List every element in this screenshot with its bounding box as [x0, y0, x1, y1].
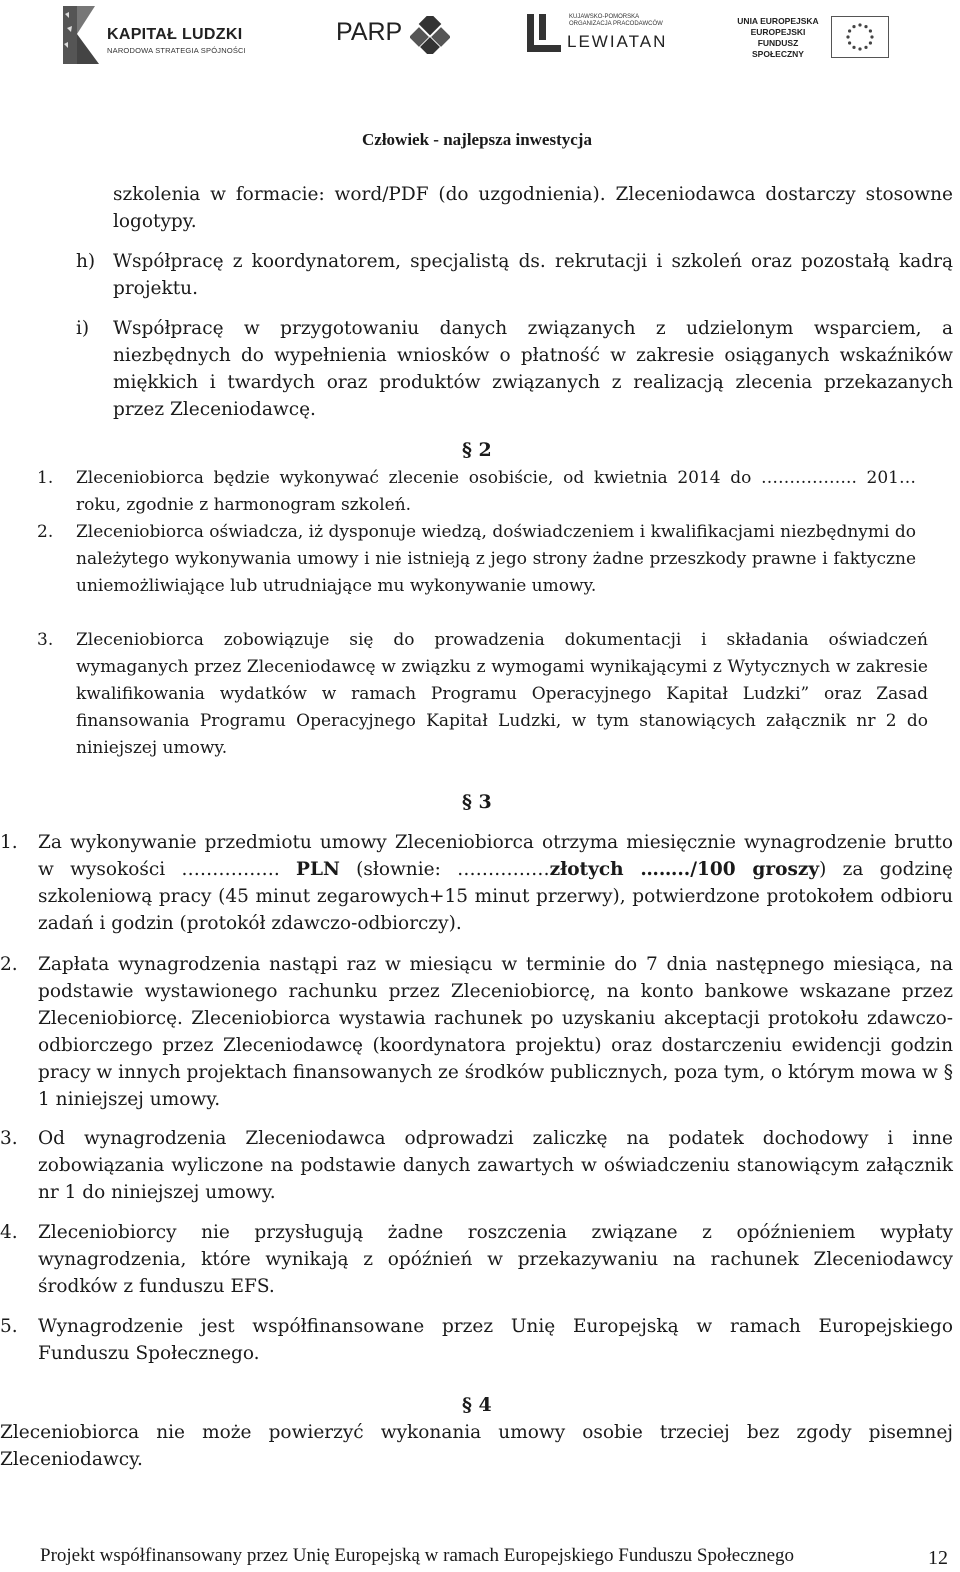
eu-stars-icon [832, 17, 888, 57]
eu-fund-name: UNIA EUROPEJSKA EUROPEJSKI FUNDUSZ SPOŁECZNY [737, 16, 819, 59]
footer-text: Projekt współfinansowany przez Unię Europejską w ramach Europejskiego Funduszu Społecznego [40, 1545, 794, 1566]
s3-item-1-text-part-a: Za wykonywanie przedmiotu umowy Zleceniobiorca otrzyma miesięcznie wynagrodzenie brutto w wysokości ……………. [38, 832, 953, 880]
s3-item-1-text-part-c: (słownie: …………… [339, 859, 550, 880]
item-h-label: h) [76, 251, 96, 272]
s2-item-1-number: 1. [37, 468, 54, 488]
s3-item-3-number: 3. [0, 1128, 18, 1149]
section-3-heading: § 3 [462, 791, 492, 813]
lewiatan-logo [525, 10, 695, 60]
eu-flag [831, 16, 889, 58]
s3-item-4-number: 4. [0, 1222, 18, 1243]
item-i-label: i) [76, 318, 90, 339]
kapital-ludzki-logo [55, 4, 255, 66]
s2-item-3-number: 3. [37, 630, 54, 650]
parp-emblem-icon [410, 16, 450, 54]
lewiatan-emblem-icon [525, 10, 565, 58]
s2-item-2-text: Zleceniobiorca oświadcza, iż dysponuje wiedzą, doświadczeniem i kwalifikacjami niezbędnymi do należytego wykonywania umowy i nie istnieją z jego strony żadne przeszkody prawne i faktyczne uniemożliwiające lub utrudniające mu wykonywanie umowy. [76, 522, 916, 596]
s4-text: Zleceniobiorca nie może powierzyć wykonania umowy osobie trzeciej bez zgody pisemnej Zleceniodawcy. [0, 1422, 953, 1470]
s3-item-1-number: 1. [0, 832, 18, 853]
s3-item-5-text: Wynagrodzenie jest współfinansowane przez Unię Europejską w ramach Europejskiego Funduszu Społecznego. [38, 1316, 953, 1364]
motto: Człowiek - najlepsza inwestycja [362, 130, 592, 149]
section-2-heading: § 2 [462, 439, 492, 461]
s3-item-3-text: Od wynagrodzenia Zleceniodawca odprowadzi zaliczkę na podatek dochodowy i inne zobowiązania wyliczone na podstawie danych zawartych w oświadczeniu stanowiącym załącznik nr 1 do niniejszej umowy. [38, 1128, 953, 1203]
item-h-text: Współpracę z koordynatorem, specjalistą ds. rekrutacji i szkoleń oraz pozostałą kadrą projektu. [113, 251, 953, 299]
lewiatan-org-name: KUJAWSKO-POMORSKA ORGANIZACJA PRACODAWCÓW [569, 14, 663, 27]
s3-item-4-text: Zleceniobiorcy nie przysługują żadne roszczenia związane z opóźnieniem wypłaty wynagrodzenia, które wynikają z opóźnień w przekazywaniu na rachunek Zleceniodawcy środków z funduszu EFS. [38, 1222, 953, 1297]
s3-item-2-number: 2. [0, 954, 18, 975]
s3-item-1-currency: PLN [296, 859, 340, 880]
s3-item-1-amount-words: złotych ……../100 groszy [549, 859, 820, 880]
kapital-ludzki-title: KAPITAŁ LUDZKI [107, 26, 243, 43]
s2-item-3-text: Zleceniobiorca zobowiązuje się do prowadzenia dokumentacji i składania oświadczeń wymaganych przez Zleceniodawcę w związku z wymogami wynikającymi z Wytycznych w zakresie kwalifikowania wydatków w ramach Programu Operacyjnego Kapitał Ludzki” oraz Zasad finansowania Programu Operacyjnego Kapitał Ludzki, w tym stanowiących załącznik nr 2 do niniejszej umowy. [76, 630, 928, 758]
section-4-heading: § 4 [462, 1394, 492, 1416]
lewiatan-wordmark: LEWIATAN [567, 32, 668, 51]
s3-item-2-text: Zapłata wynagrodzenia nastąpi raz w miesiącu w terminie do 7 dnia następnego miesiąca, na podstawie wystawionego rachunku przez Zleceniobiorcę, na konto bankowe wskazane przez Zleceniobiorcę. Zleceniobiorca wystawia rachunek po uzyskaniu akceptacji protokołu zdawczo-odbiorczego przez Zleceniodawcę (koordynatora projektu) oraz dostarczeniu ewidencji godzin pracy w innych projektach finansowanych ze środków publicznych, poza tym, o którym mowa w § 1 niniejszej umowy. [38, 954, 953, 1110]
s2-item-2-number: 2. [37, 522, 54, 542]
item-g-continuation: szkolenia w formacie: word/PDF (do uzgodnienia). Zleceniodawca dostarczy stosowne logotypy. [113, 184, 953, 232]
s3-item-5-number: 5. [0, 1316, 18, 1337]
kapital-ludzki-emblem-icon [55, 4, 105, 66]
header-logos [0, 0, 960, 75]
item-i-text: Współpracę w przygotowaniu danych związanych z udzielonym wsparciem, a niezbędnych do wypełnienia wniosków o płatność w zakresie osiąganych wskaźników miękkich i twardych oraz produktów związanych z realizacją zlecenia przekazanych przez Zleceniodawcę. [113, 318, 953, 420]
page-number: 12 [928, 1547, 948, 1569]
parp-wordmark: PARP [336, 18, 403, 46]
parp-logo [336, 14, 456, 54]
kapital-ludzki-subtitle: NARODOWA STRATEGIA SPÓJNOŚCI [107, 46, 246, 55]
s3-item-1-text-part-e: ) za godzinę szkoleniową pracy (45 minut zegarowych+15 minut przerwy), potwierdzone protokołem odbioru zadań i godzin (protokół zdawczo-odbiorczy). [38, 859, 953, 934]
s3-item-1-text [38, 829, 953, 937]
s2-item-1-text: Zleceniobiorca będzie wykonywać zlecenie osobiście, od kwietnia 2014 do …………….. 201… roku, zgodnie z harmonogram szkoleń. [76, 468, 916, 515]
eu-logo [735, 14, 895, 64]
